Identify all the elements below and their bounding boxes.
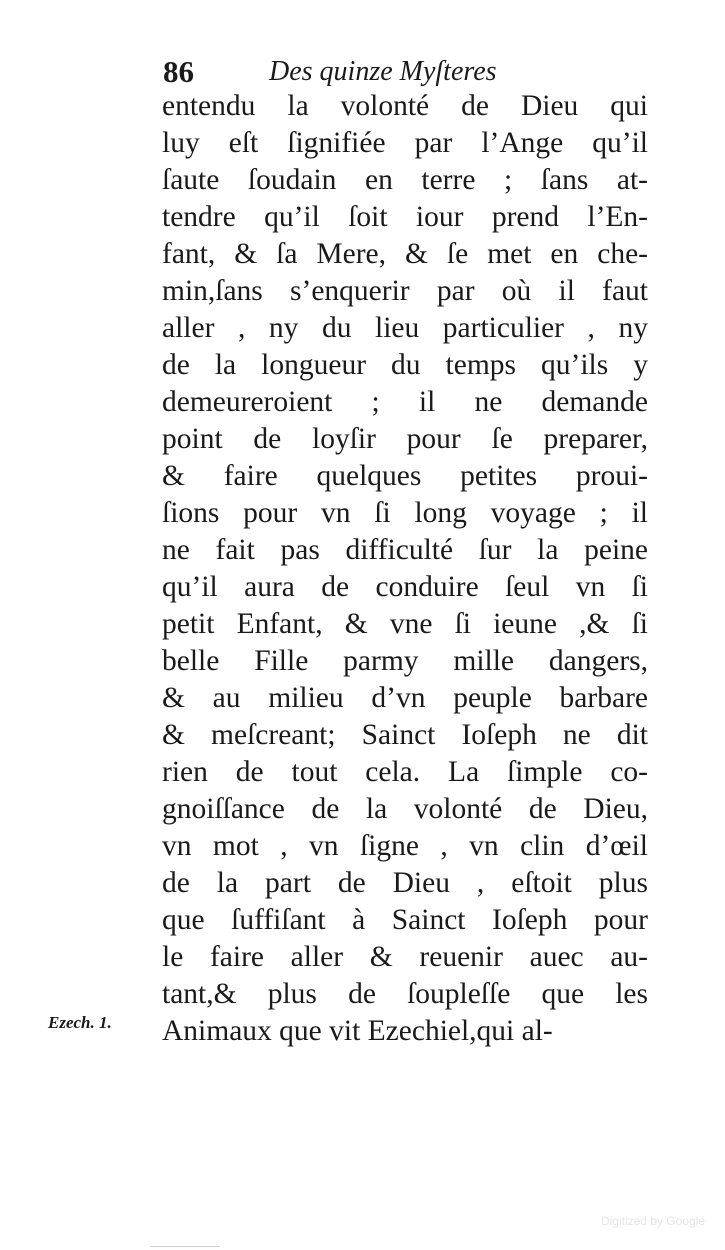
text-line: le faire aller & reuenir auec au- (162, 941, 648, 973)
text-line: belle Fille parmy mille dangers, (162, 645, 648, 677)
text-line: tant,& plus de ſoupleſſe que les (162, 978, 648, 1010)
text-line: luy eſt ſignifiée par l’Ange qu’il (162, 127, 648, 159)
text-line: ne fait pas difficulté ſur la peine (162, 534, 648, 566)
text-line: min,ſans s’enquerir par où il faut (162, 275, 648, 307)
text-line: rien de tout cela. La ſimple co- (162, 756, 648, 788)
bottom-rule (150, 1246, 220, 1247)
text-line: petit Enfant, & vne ſi ieune ,& ſi (162, 608, 648, 640)
margin-note: Ezech. 1. (48, 1013, 112, 1032)
page-number: 86 (163, 54, 194, 89)
text-line: entendu la volonté de Dieu qui (162, 90, 648, 122)
text-line: ſaute ſoudain en terre ; ſans at- (162, 164, 648, 196)
text-line: vn mot , vn ſigne , vn clin d’œil (162, 830, 648, 862)
text-line: aller , ny du lieu particulier , ny (162, 312, 648, 344)
text-line: de la part de Dieu , eſtoit plus (162, 867, 648, 899)
text-line: que ſuffiſant à Sainct Ioſeph pour (162, 904, 648, 936)
text-line: ſions pour vn ſi long voyage ; il (162, 497, 648, 529)
text-line: fant, & ſa Mere, & ſe met en che- (162, 238, 648, 270)
text-line: demeureroient ; il ne demande (162, 386, 648, 418)
text-line: point de loyſir pour ſe preparer, (162, 423, 648, 455)
text-line: tendre qu’il ſoit iour prend l’En- (162, 201, 648, 233)
running-title: Des quinze Myſteres (269, 56, 497, 87)
text-line: & au milieu d’vn peuple barbare (162, 682, 648, 714)
text-body (162, 88, 648, 1050)
text-line: gnoiſſance de la volonté de Dieu, (162, 793, 648, 825)
text-line: & faire quelques petites proui- (162, 460, 648, 492)
text-line: & meſcreant; Sainct Ioſeph ne dit (162, 719, 648, 751)
text-line: Animaux que vit Ezechiel,qui al- (162, 1015, 553, 1047)
text-line: qu’il aura de conduire ſeul vn ſi (162, 571, 648, 603)
watermark: Digitized by Google (600, 1214, 705, 1228)
text-line: de la longueur du temps qu’ils y (162, 349, 648, 381)
